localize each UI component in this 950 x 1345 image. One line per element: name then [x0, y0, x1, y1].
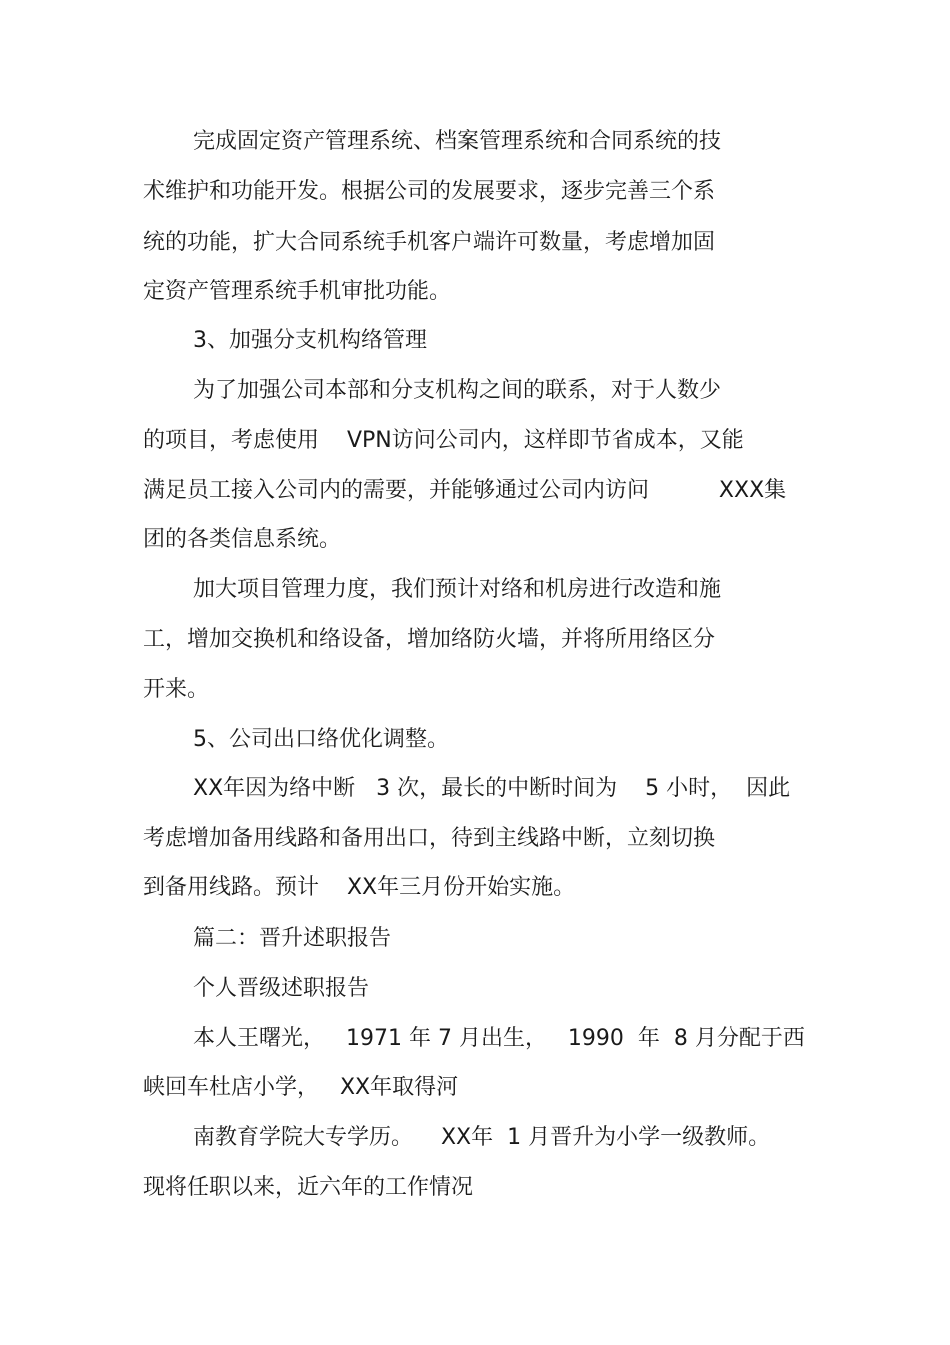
paragraph-line: 加大项目管理力度，我们预计对络和机房进行改造和施 [193, 577, 722, 602]
paragraph-line: 峡回车杜店小学， XX年取得河 [143, 1075, 459, 1100]
section-heading: 5、公司出口络优化调整。 [193, 727, 449, 752]
paragraph-line: 满足员工接入公司内的需要，并能够通过公司内访问 XXX集 [143, 478, 787, 503]
article-heading: 篇二：晋升述职报告 [193, 926, 392, 951]
paragraph-line: 术维护和功能开发。根据公司的发展要求，逐步完善三个系 [143, 179, 716, 204]
paragraph-line: 的项目，考虑使用 VPN访问公司内，这样即节省成本，又能 [143, 428, 744, 453]
section-heading: 3、加强分支机构络管理 [193, 328, 427, 353]
paragraph-line: 定资产管理系统手机审批功能。 [143, 279, 452, 304]
paragraph-line: 考虑增加备用线路和备用出口，待到主线路中断，立刻切换 [143, 826, 716, 851]
paragraph-line: 为了加强公司本部和分支机构之间的联系，对于人数少 [193, 378, 722, 403]
paragraph-line: 团的各类信息系统。 [143, 527, 342, 552]
paragraph-line: 统的功能，扩大合同系统手机客户端许可数量，考虑增加固 [143, 230, 716, 255]
report-title: 个人晋级述职报告 [193, 976, 370, 1001]
paragraph-line: 完成固定资产管理系统、档案管理系统和合同系统的技 [193, 129, 722, 154]
paragraph-line: 现将任职以来，近六年的工作情况 [143, 1175, 474, 1200]
paragraph-line: 本人王曙光， 1971 年 7 月出生， 1990 年 8 月分配于西 [193, 1026, 805, 1051]
paragraph-line: 工，增加交换机和络设备，增加络防火墙，并将所用络区分 [143, 627, 716, 652]
paragraph-line: 开来。 [143, 677, 210, 702]
paragraph-line: 南教育学院大专学历。 XX年 1 月晋升为小学一级教师。 [193, 1125, 771, 1150]
paragraph-line: 到备用线路。预计 XX年三月份开始实施。 [143, 875, 576, 900]
paragraph-line: XX年因为络中断 3 次，最长的中断时间为 5 小时， 因此 [193, 776, 791, 801]
